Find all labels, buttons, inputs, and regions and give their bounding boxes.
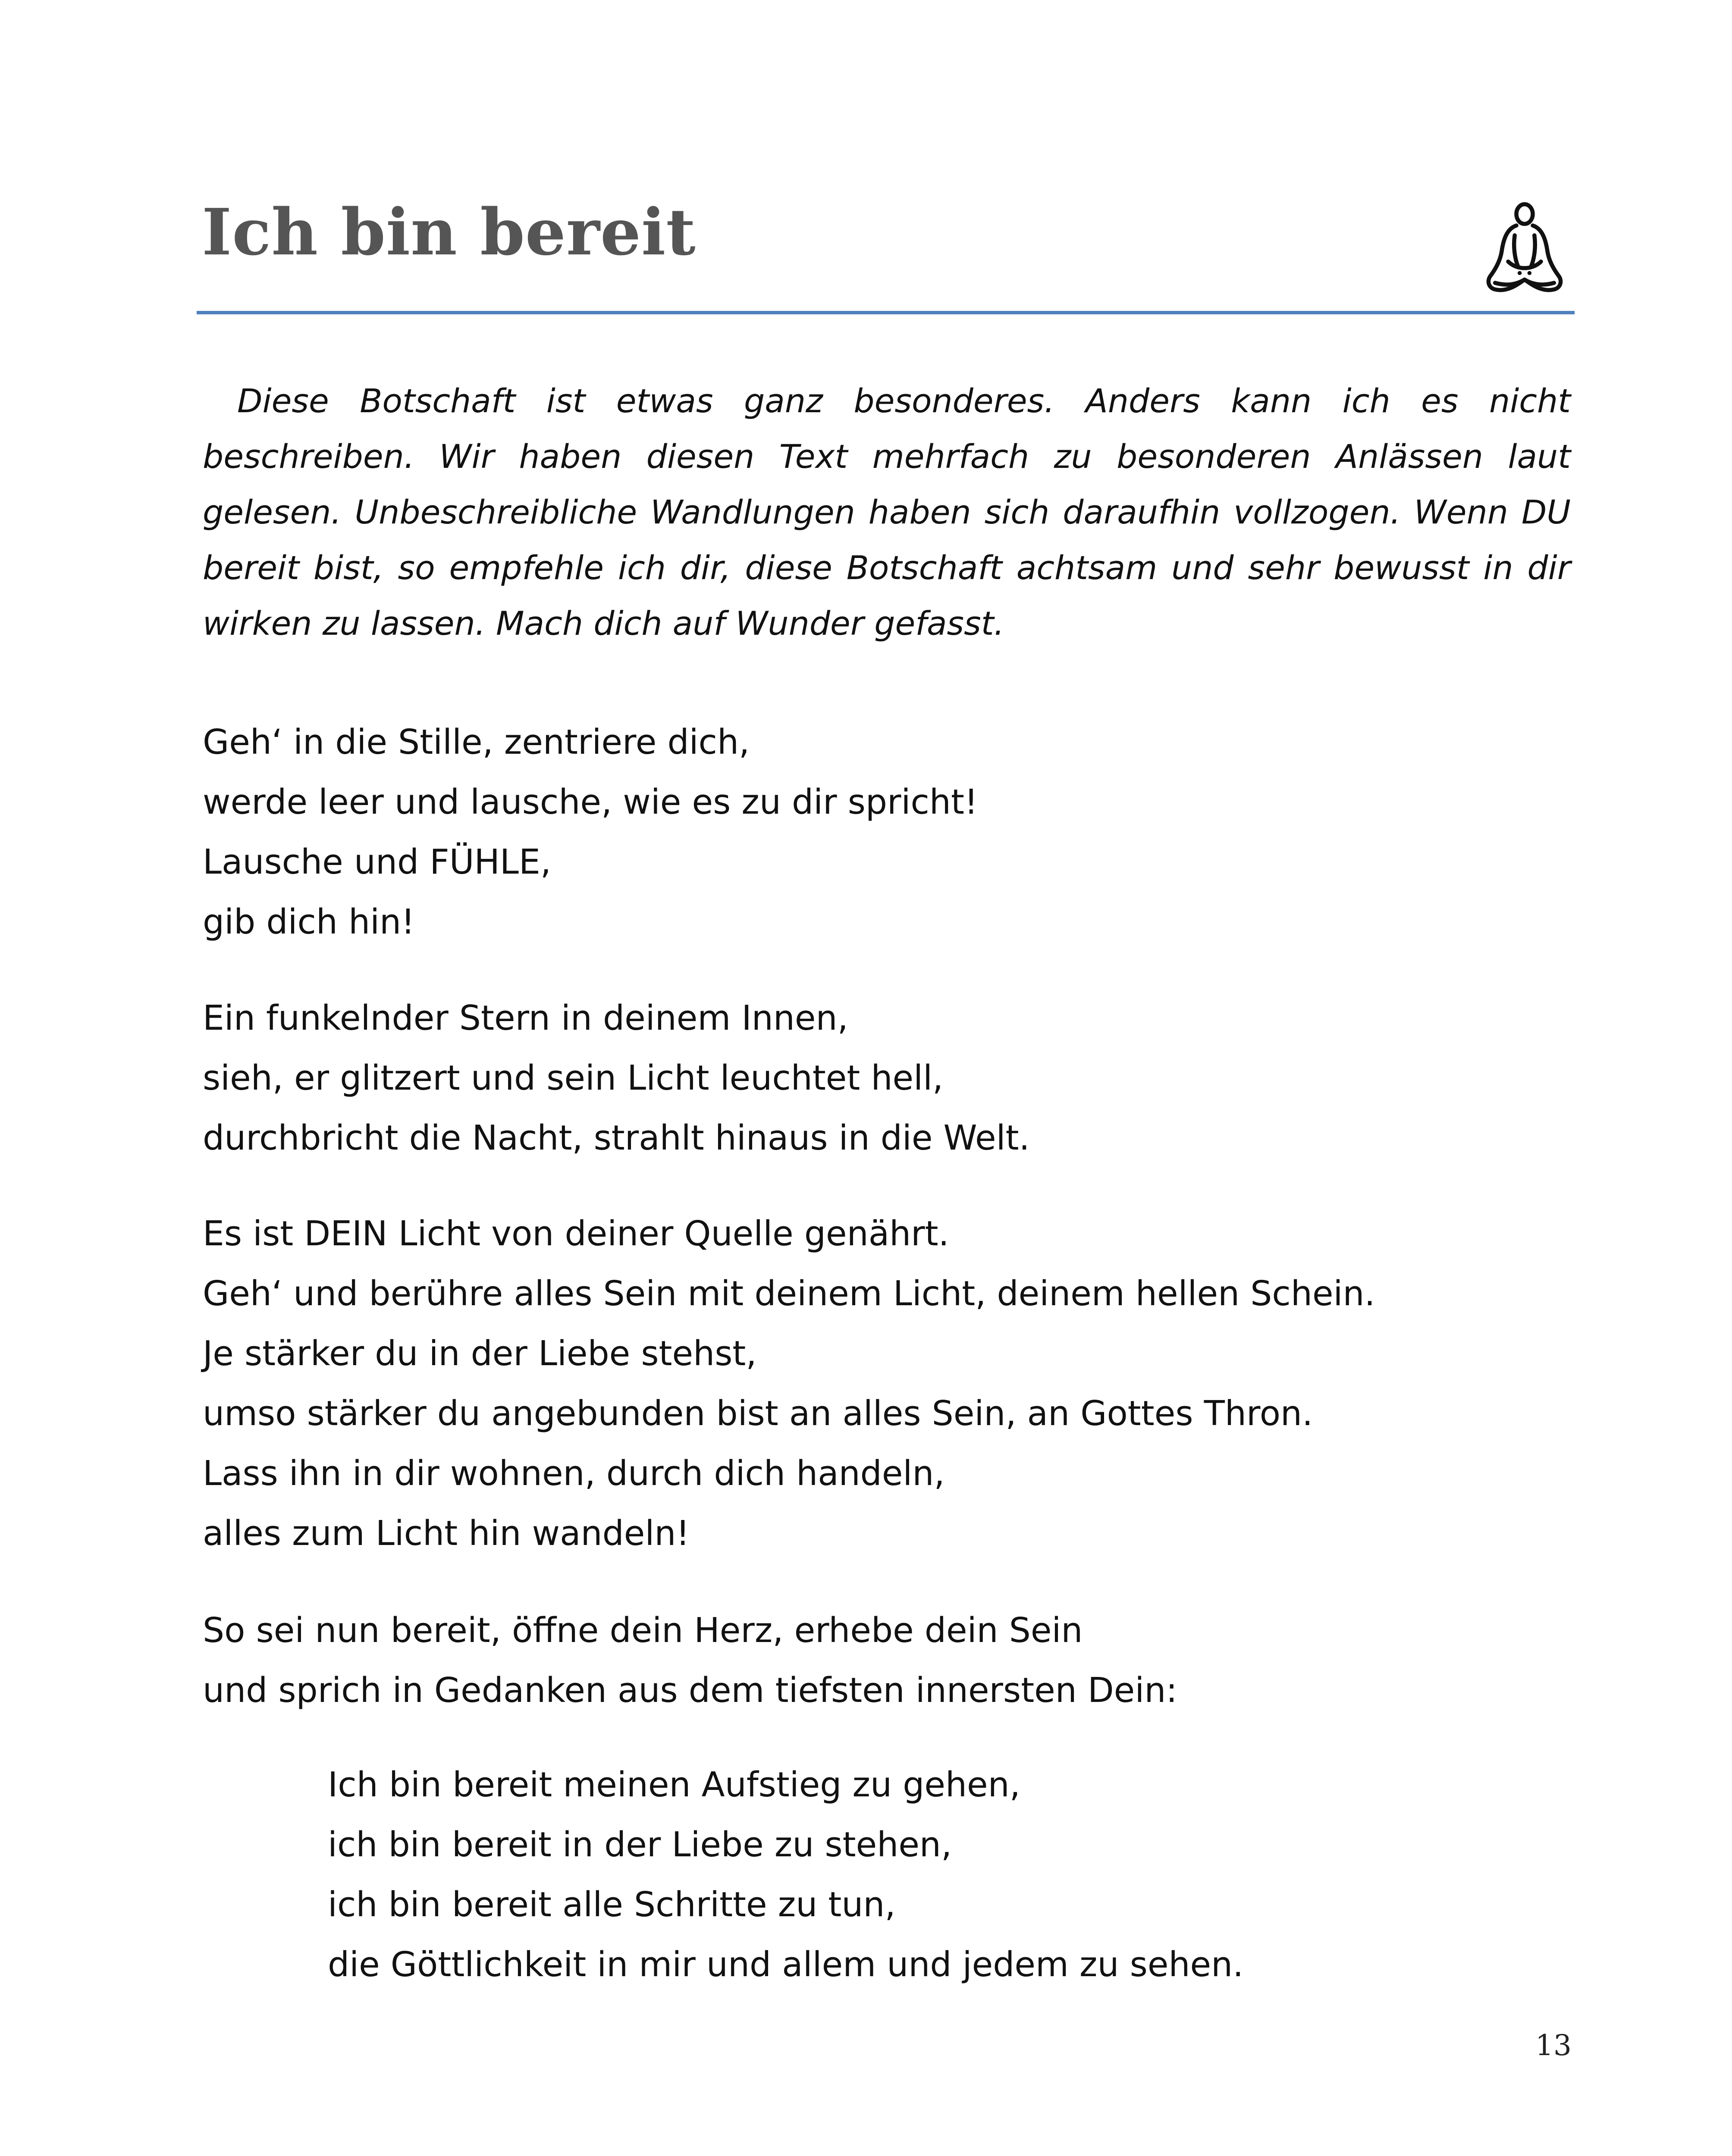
verse-line: Es ist DEIN Licht von deiner Quelle genährt. bbox=[203, 1214, 949, 1253]
verse-line: Ich bin bereit meinen Aufstieg zu gehen, bbox=[328, 1765, 1020, 1805]
page-number: 13 bbox=[1535, 2029, 1572, 2062]
verse-line: und sprich in Gedanken aus dem tiefsten innersten Dein: bbox=[203, 1670, 1178, 1710]
verse-line: sieh, er glitzert und sein Licht leuchtet hell, bbox=[203, 1058, 944, 1098]
stanza-5-indented bbox=[328, 1755, 1732, 1995]
verse-line: alles zum Licht hin wandeln! bbox=[203, 1514, 690, 1553]
page-title: Ich bin bereit bbox=[202, 194, 696, 270]
verse-line: Ein funkelnder Stern in deinem Innen, bbox=[203, 998, 848, 1038]
verse-line: Geh‘ und berühre alles Sein mit deinem Licht, deinem hellen Schein. bbox=[203, 1274, 1375, 1313]
verse-line: ich bin bereit alle Schritte zu tun, bbox=[328, 1885, 896, 1924]
verse-line: Lausche und FÜHLE, bbox=[203, 842, 551, 882]
verse-line: durchbricht die Nacht, strahlt hinaus in die Welt. bbox=[203, 1118, 1030, 1158]
verse-line: umso stärker du angebunden bist an alles Sein, an Gottes Thron. bbox=[203, 1394, 1313, 1433]
stanza-3 bbox=[203, 1204, 1626, 1564]
stanza-1 bbox=[203, 712, 1626, 952]
verse-line: gib dich hin! bbox=[203, 902, 415, 942]
title-divider bbox=[197, 311, 1575, 314]
verse-line: die Göttlichkeit in mir und allem und jedem zu sehen. bbox=[328, 1945, 1244, 1984]
verse-line: So sei nun bereit, öffne dein Herz, erhebe dein Sein bbox=[203, 1611, 1083, 1650]
meditating-person-icon bbox=[1484, 201, 1566, 300]
stanza-2 bbox=[203, 988, 1626, 1168]
intro-paragraph: Diese Botschaft ist etwas ganz besonderes. Anders kann ich es nicht beschreiben. Wir haben diesen Text mehrfach zu besonderen Anlässen laut gelesen. Unbeschreibliche Wandlungen haben sich daraufhin vollzogen. Wenn DU bereit bist, so empfehle ich dir, diese Botschaft achtsam und sehr bewusst in dir wirken zu lassen. Mach dich auf Wunder gefasst. bbox=[203, 382, 1571, 642]
verse-line: Lass ihn in dir wohnen, durch dich handeln, bbox=[203, 1454, 945, 1493]
stanza-4 bbox=[203, 1601, 1626, 1720]
verse-line: werde leer und lausche, wie es zu dir spricht! bbox=[203, 782, 978, 822]
verse-line: Geh‘ in die Stille, zentriere dich, bbox=[203, 722, 750, 762]
verse-line: ich bin bereit in der Liebe zu stehen, bbox=[328, 1825, 952, 1865]
verse-line: Je stärker du in der Liebe stehst, bbox=[203, 1334, 757, 1373]
